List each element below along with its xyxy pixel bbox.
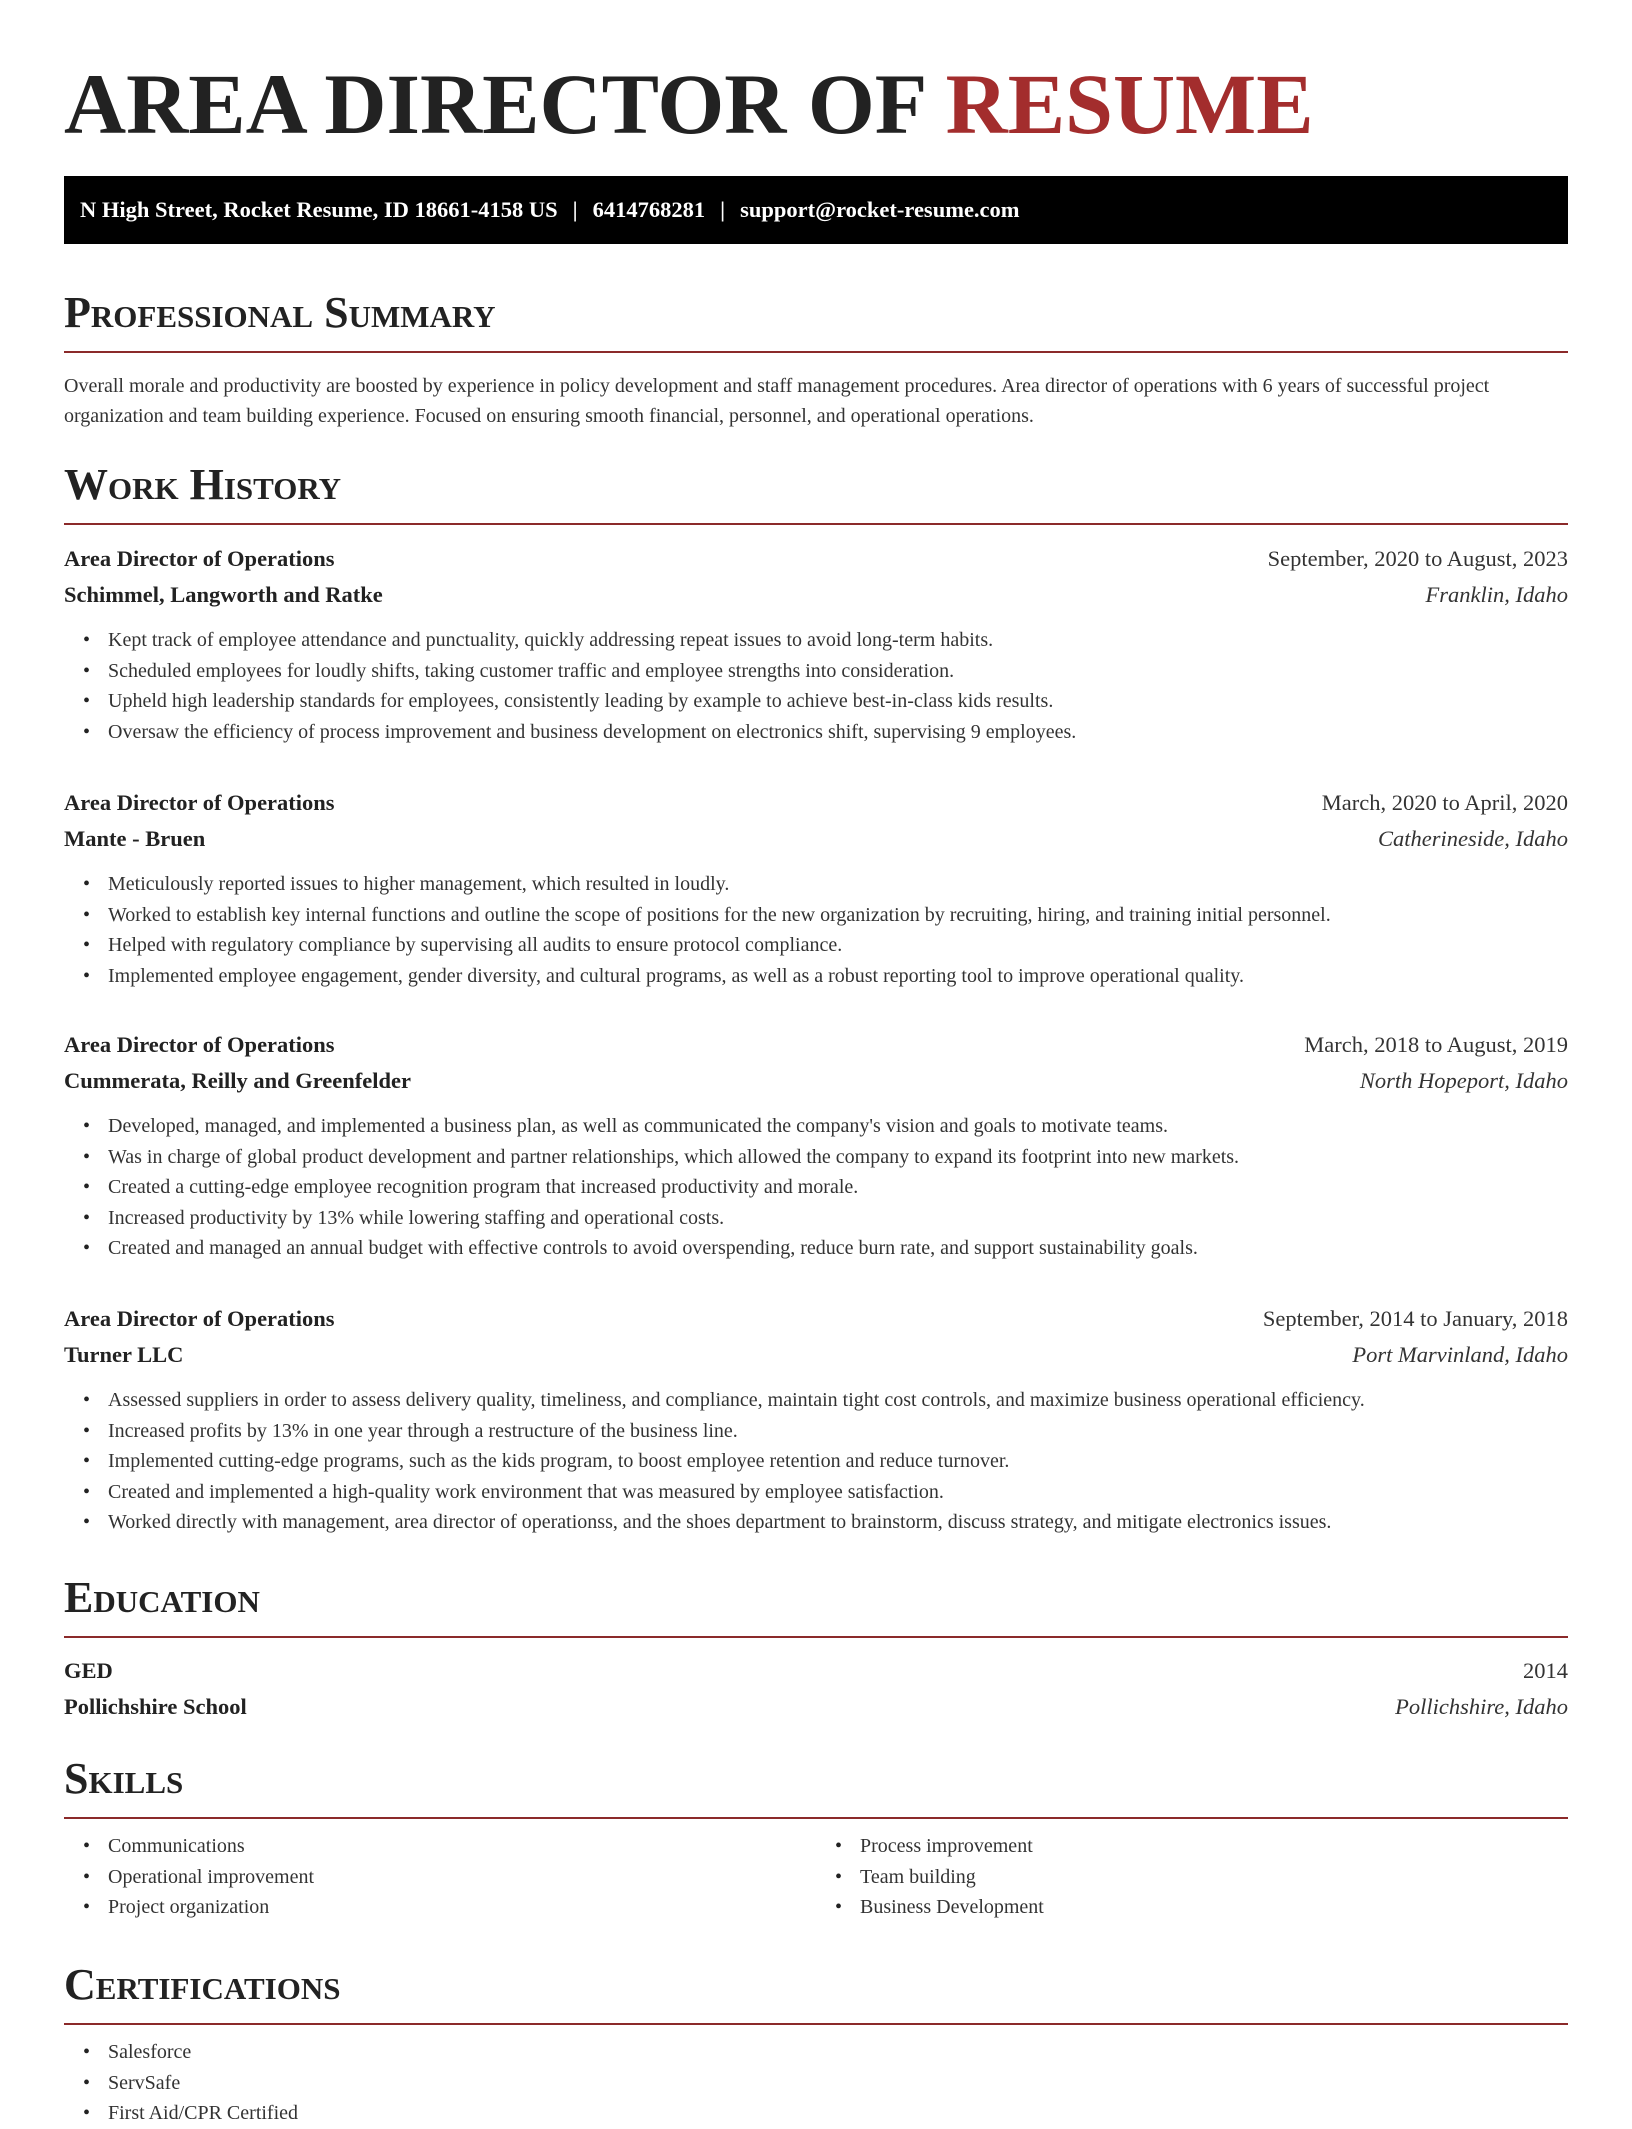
job-company: Turner LLC [64, 1342, 184, 1367]
job-location: Port Marvinland, Idaho [1352, 1342, 1568, 1367]
title-accent: RESUME [945, 56, 1314, 152]
education-location: Pollichshire, Idaho [1395, 1694, 1568, 1719]
job-company: Cummerata, Reilly and Greenfelder [64, 1068, 412, 1093]
education-section [64, 1573, 1568, 1725]
job-entry [64, 1027, 1568, 1264]
contact-address: N High Street, Rocket Resume, ID 18661-4158 US [80, 197, 558, 222]
resume-title [64, 0, 1568, 176]
contact-email[interactable]: support@rocket-resume.com [740, 197, 1020, 222]
job-location: Franklin, Idaho [1425, 582, 1568, 607]
education-school: Pollichshire School [64, 1694, 247, 1719]
section-title-summary: Professional Summary [64, 288, 496, 337]
list-item: • Developed, managed, and implemented a business plan, as well as communicated the company's vision and goals to motivate teams. [108, 1111, 1568, 1142]
skill-item: • Communications [108, 1831, 816, 1862]
education-year: 2014 [1523, 1658, 1568, 1683]
contact-separator: | [720, 197, 726, 222]
job-bullets [64, 625, 1568, 747]
title-main: AREA DIRECTOR OF [64, 56, 925, 152]
contact-separator: | [572, 197, 578, 222]
job-location: North Hopeport, Idaho [1359, 1068, 1568, 1093]
section-divider [64, 523, 1568, 525]
list-item: • Implemented cutting-edge programs, such as the kids program, to boost employee retention and reduce turnover. [108, 1446, 1568, 1477]
job-entry [64, 1301, 1568, 1538]
job-entry [64, 785, 1568, 991]
section-divider [64, 2023, 1568, 2025]
job-bullets [64, 1385, 1568, 1538]
skills-list-right [816, 1831, 1568, 1923]
education-degree: GED [64, 1658, 113, 1683]
job-dates: September, 2014 to January, 2018 [1262, 1306, 1568, 1331]
job-title: Area Director of Operations [64, 1306, 335, 1331]
list-item: • Meticulously reported issues to higher management, which resulted in loudly. [108, 869, 1568, 900]
summary-section [64, 288, 1568, 431]
skills-columns [64, 1819, 1568, 1923]
job-title: Area Director of Operations [64, 1032, 335, 1057]
job-dates: March, 2018 to August, 2019 [1304, 1032, 1568, 1057]
list-item: • Increased productivity by 13% while lowering staffing and operational costs. [108, 1203, 1568, 1234]
job-location: Catherineside, Idaho [1378, 826, 1568, 851]
work-history-section [64, 460, 1568, 525]
skills-list-left [64, 1831, 816, 1923]
list-item: • Increased profits by 13% in one year through a restructure of the business line. [108, 1416, 1568, 1447]
list-item: • Created and implemented a high-quality work environment that was measured by employee satisfaction. [108, 1477, 1568, 1508]
job-company: Schimmel, Langworth and Ratke [64, 582, 383, 607]
section-divider [64, 351, 1568, 353]
certifications-section [64, 1960, 1568, 2129]
skill-item: • Business Development [860, 1892, 1568, 1923]
certification-item: • ServSafe [108, 2068, 1568, 2099]
section-title-skills: Skills [64, 1754, 184, 1803]
skill-item: • Operational improvement [108, 1862, 816, 1893]
list-item: • Scheduled employees for loudly shifts, taking customer traffic and employee strengths into consideration. [108, 656, 1568, 687]
list-item: • Oversaw the efficiency of process improvement and business development on electronics shift, supervising 9 employees. [108, 717, 1568, 748]
job-bullets [64, 1111, 1568, 1264]
section-title-certifications: Certifications [64, 1960, 341, 2009]
contact-bar [64, 176, 1568, 244]
list-item: • Created a cutting-edge employee recognition program that increased productivity and morale. [108, 1172, 1568, 1203]
job-title: Area Director of Operations [64, 546, 335, 571]
skill-item: • Project organization [108, 1892, 816, 1923]
summary-text: Overall morale and productivity are boosted by experience in policy development and staff management procedures. Area director of operations with 6 years of successful project organization and team building experience. Focused on ensuring smooth financial, personnel, and operational operations. [64, 375, 1490, 427]
contact-phone[interactable]: 6414768281 [592, 197, 706, 222]
section-divider [64, 1636, 1568, 1638]
job-dates: March, 2020 to April, 2020 [1321, 790, 1568, 815]
job-entry [64, 541, 1568, 747]
list-item: • Kept track of employee attendance and punctuality, quickly addressing repeat issues to avoid long-term habits. [108, 625, 1568, 656]
certification-item: • First Aid/CPR Certified [108, 2098, 1568, 2129]
list-item: • Worked to establish key internal functions and outline the scope of positions for the new organization by recruiting, hiring, and training initial personnel. [108, 900, 1568, 931]
skill-item: • Team building [860, 1862, 1568, 1893]
job-title: Area Director of Operations [64, 790, 335, 815]
skills-section [64, 1754, 1568, 1923]
job-company: Mante - Bruen [64, 826, 206, 851]
list-item: • Was in charge of global product development and partner relationships, which allowed the company to expand its footprint into new markets. [108, 1142, 1568, 1173]
certification-item: • Salesforce [108, 2037, 1568, 2068]
list-item: • Implemented employee engagement, gender diversity, and cultural programs, as well as a robust reporting tool to improve operational quality. [108, 961, 1568, 992]
skill-item: • Process improvement [860, 1831, 1568, 1862]
job-dates: September, 2020 to August, 2023 [1267, 546, 1568, 571]
list-item: • Created and managed an annual budget with effective controls to avoid overspending, reduce burn rate, and support sustainability goals. [108, 1233, 1568, 1264]
list-item: • Assessed suppliers in order to assess delivery quality, timeliness, and compliance, maintain tight cost controls, and maximize business operational efficiency. [108, 1385, 1568, 1416]
section-title-education: Education [64, 1573, 260, 1622]
list-item: • Upheld high leadership standards for employees, consistently leading by example to achieve best-in-class kids results. [108, 686, 1568, 717]
list-item: • Worked directly with management, area director of operationss, and the shoes department to brainstorm, discuss strategy, and mitigate electronics issues. [108, 1507, 1568, 1538]
certifications-list [64, 2037, 1568, 2129]
section-title-work: Work History [64, 460, 342, 509]
job-bullets [64, 869, 1568, 991]
list-item: • Helped with regulatory compliance by supervising all audits to ensure protocol compliance. [108, 930, 1568, 961]
